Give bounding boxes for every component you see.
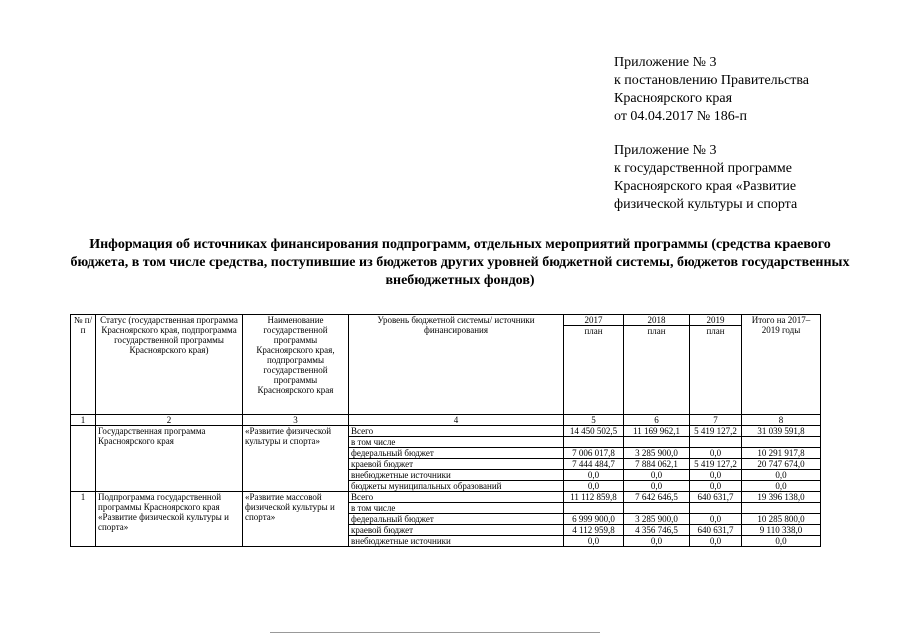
header-plan: план xyxy=(564,325,623,336)
header-num: № п/п xyxy=(71,315,96,415)
value-2018 xyxy=(624,503,690,514)
value-total: 31 039 591,8 xyxy=(742,426,821,437)
row-level: в том числе xyxy=(349,503,564,514)
value-2018: 0,0 xyxy=(624,470,690,481)
value-total: 0,0 xyxy=(742,536,821,547)
index-cell: 7 xyxy=(690,415,742,426)
header-plan: план xyxy=(624,325,689,336)
value-2017: 11 112 859,8 xyxy=(564,492,624,503)
value-2019 xyxy=(690,503,742,514)
value-2018: 7 884 062,1 xyxy=(624,459,690,470)
appendix-header-resolution xyxy=(614,54,809,126)
appendix-line: к государственной программе xyxy=(614,161,792,176)
appendix-header-program xyxy=(614,142,797,214)
header-year: 2017 xyxy=(584,315,603,325)
value-2018: 3 285 900,0 xyxy=(624,448,690,459)
value-2019: 0,0 xyxy=(690,514,742,525)
appendix-line: к постановлению Правительства xyxy=(614,73,810,88)
value-total: 10 291 917,8 xyxy=(742,448,821,459)
value-2019: 0,0 xyxy=(690,470,742,481)
header-year: 2019 xyxy=(706,315,725,325)
value-2018: 0,0 xyxy=(624,481,690,492)
value-2018: 0,0 xyxy=(624,536,690,547)
header-2017 xyxy=(564,315,624,415)
index-cell: 6 xyxy=(624,415,690,426)
value-total xyxy=(742,437,821,448)
value-2019: 5 419 127,2 xyxy=(690,459,742,470)
value-2019: 640 631,7 xyxy=(690,492,742,503)
index-cell: 8 xyxy=(742,415,821,426)
row-level: внебюджетные источники xyxy=(349,470,564,481)
value-total: 10 285 800,0 xyxy=(742,514,821,525)
appendix-line: Красноярского края xyxy=(614,91,733,106)
value-2018: 4 356 746,5 xyxy=(624,525,690,536)
header-name: Наименование государственной программы Красноярского края, подпрограммы государственной программы Красноярского края xyxy=(243,315,349,415)
appendix-line: Красноярского края «Развитие xyxy=(614,179,797,194)
value-total xyxy=(742,503,821,514)
row-level: в том числе xyxy=(349,437,564,448)
appendix-line: от 04.04.2017 № 186-п xyxy=(614,109,747,124)
document-title: Информация об источниках финансирования подпрограмм, отдельных мероприятий программы (средства краевого бюджета, в том числе средства, поступившие из бюджетов других уровней бюджетной системы, бюджетов государственных внебюджетных фондов) xyxy=(70,237,850,288)
table-row xyxy=(71,492,821,503)
header-2019 xyxy=(690,315,742,415)
appendix-line: Приложение № 3 xyxy=(614,143,717,158)
header-level: Уровень бюджетной системы/ источники финансирования xyxy=(349,315,564,415)
value-2017: 0,0 xyxy=(564,470,624,481)
value-2017: 14 450 502,5 xyxy=(564,426,624,437)
value-total: 20 747 674,0 xyxy=(742,459,821,470)
table-row xyxy=(71,426,821,437)
value-2017: 0,0 xyxy=(564,481,624,492)
row-name: «Развитие физической культуры и спорта» xyxy=(243,426,349,492)
row-level: краевой бюджет xyxy=(349,459,564,470)
row-level: внебюджетные источники xyxy=(349,536,564,547)
header-plan: план xyxy=(690,325,741,336)
page-edge-line xyxy=(270,632,600,633)
index-cell: 4 xyxy=(349,415,564,426)
header-2018 xyxy=(624,315,690,415)
value-2018: 7 642 646,5 xyxy=(624,492,690,503)
value-2017: 7 006 017,8 xyxy=(564,448,624,459)
value-2019: 0,0 xyxy=(690,481,742,492)
header-year: 2018 xyxy=(647,315,666,325)
row-status: Государственная программа Красноярского края xyxy=(96,426,243,492)
row-level: краевой бюджет xyxy=(349,525,564,536)
index-cell: 1 xyxy=(71,415,96,426)
value-total: 0,0 xyxy=(742,481,821,492)
appendix-line: Приложение № 3 xyxy=(614,55,717,70)
index-cell: 3 xyxy=(243,415,349,426)
value-2019: 0,0 xyxy=(690,448,742,459)
index-row xyxy=(71,415,821,426)
row-level: федеральный бюджет xyxy=(349,448,564,459)
header-total: Итого на 2017–2019 годы xyxy=(742,315,821,415)
value-2019: 640 631,7 xyxy=(690,525,742,536)
row-num: 1 xyxy=(71,492,96,547)
row-name: «Развитие массовой физической культуры и спорта» xyxy=(243,492,349,547)
value-2017: 4 112 959,8 xyxy=(564,525,624,536)
row-level: Всего xyxy=(349,426,564,437)
value-total: 19 396 138,0 xyxy=(742,492,821,503)
row-num xyxy=(71,426,96,492)
row-status: Подпрограмма государственной программы Красноярского края «Развитие физической культуры и спорта» xyxy=(96,492,243,547)
value-2019: 5 419 127,2 xyxy=(690,426,742,437)
header-status: Статус (государственная программа Красноярского края, подпрограмма государственной программы Красноярского края) xyxy=(96,315,243,415)
value-total: 9 110 338,0 xyxy=(742,525,821,536)
value-2017: 6 999 900,0 xyxy=(564,514,624,525)
value-2018 xyxy=(624,437,690,448)
appendix-line: физической культуры и спорта xyxy=(614,197,798,212)
value-2019 xyxy=(690,437,742,448)
value-2017 xyxy=(564,503,624,514)
value-total: 0,0 xyxy=(742,470,821,481)
financing-table xyxy=(70,314,821,547)
value-2018: 3 285 900,0 xyxy=(624,514,690,525)
value-2017: 0,0 xyxy=(564,536,624,547)
row-level: федеральный бюджет xyxy=(349,514,564,525)
value-2018: 11 169 962,1 xyxy=(624,426,690,437)
index-cell: 5 xyxy=(564,415,624,426)
index-cell: 2 xyxy=(96,415,243,426)
value-2017 xyxy=(564,437,624,448)
row-level: Всего xyxy=(349,492,564,503)
value-2019: 0,0 xyxy=(690,536,742,547)
value-2017: 7 444 484,7 xyxy=(564,459,624,470)
row-level: бюджеты муниципальных образований xyxy=(349,481,564,492)
